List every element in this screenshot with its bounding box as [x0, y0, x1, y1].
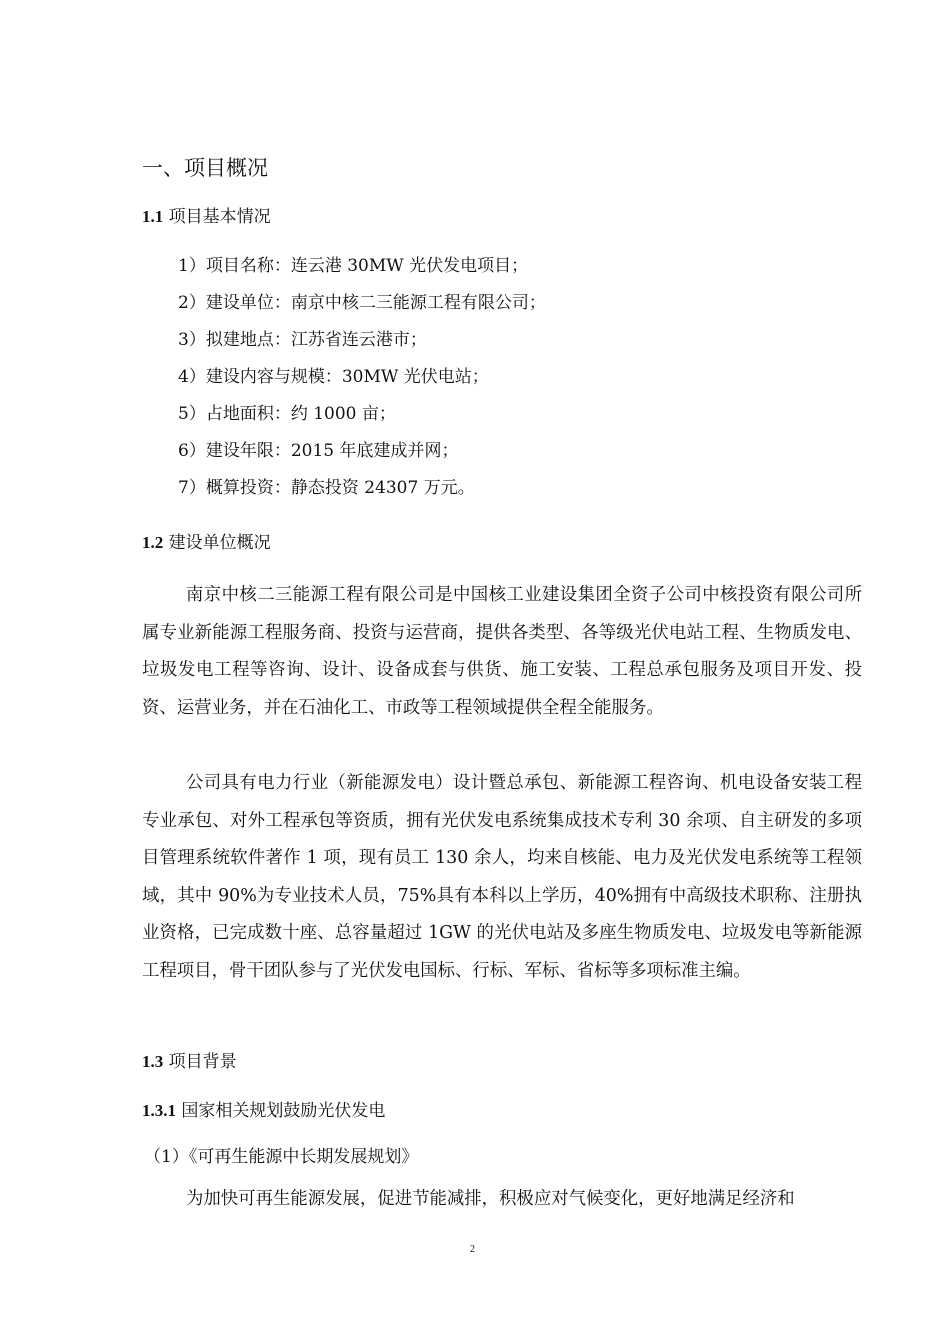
- subheading-plan: （1）《可再生能源中长期发展规划》: [144, 1147, 419, 1167]
- heading-1-3-number: 1.3: [142, 1052, 164, 1071]
- paragraph-plan-intro: 为加快可再生能源发展，促进节能减排，积极应对气候变化，更好地满足经济和: [186, 1189, 795, 1209]
- list-item: 1）项目名称：连云港 30MW 光伏发电项目；: [178, 256, 529, 276]
- list-item: 3）拟建地点：江苏省连云港市；: [178, 330, 427, 350]
- heading-1-2: [142, 530, 271, 556]
- list-item: 4）建设内容与规模：30MW 光伏电站；: [178, 367, 489, 387]
- heading-1-3: [142, 1049, 237, 1075]
- heading-1-3-1-title: 国家相关规划鼓励光伏发电: [181, 1101, 386, 1121]
- list-item: 5）占地面积：约 1000 亩；: [178, 404, 396, 424]
- heading-1-3-1-number: 1.3.1: [142, 1101, 176, 1120]
- heading-1-2-title: 建设单位概况: [168, 533, 271, 553]
- heading-1-3-1: [142, 1098, 385, 1124]
- list-item: 7）概算投资：静态投资 24307 万元。: [178, 478, 475, 498]
- heading-1-2-number: 1.2: [142, 533, 164, 552]
- heading-1-1: [142, 204, 271, 230]
- paragraph-company-intro: 南京中核二三能源工程有限公司是中国核工业建设集团全资子公司中核投资有限公司所属专业新能源工程服务商、投资与运营商，提供各类型、各等级光伏电站工程、生物质发电、垃圾发电工程等咨询、设计、设备成套与供货、施工安装、工程总承包服务及项目开发、投资、运营业务，并在石油化工、市政等工程领域提供全程全能服务。: [142, 585, 862, 718]
- heading-1-1-number: 1.1: [142, 207, 164, 226]
- list-item: 6）建设年限：2015 年底建成并网；: [178, 441, 459, 461]
- heading-1-3-title: 项目背景: [168, 1052, 237, 1072]
- heading-1-1-title: 项目基本情况: [168, 207, 271, 227]
- list-item: 2）建设单位：南京中核二三能源工程有限公司；: [178, 293, 546, 313]
- paragraph-company-qualifications: 公司具有电力行业（新能源发电）设计暨总承包、新能源工程咨询、机电设备安装工程专业承包、对外工程承包等资质，拥有光伏发电系统集成技术专利 30 余项、自主研发的多项目管理系统软件著作 1 项，现有员工 130 余人，均来自核能、电力及光伏发电系统等工程领域，其中 90%为专业技术人员，75%具有本科以上学历，40%拥有中高级技术职称、注册执业资格，已完成数十座、总容量超过 1GW 的光伏电站及多座生物质发电、垃圾发电等新能源工程项目，骨干团队参与了光伏发电国标、行标、军标、省标等多项标准主编。: [142, 773, 862, 981]
- section-heading: 一、项目概况: [142, 156, 268, 180]
- page-number: 2: [470, 1244, 475, 1255]
